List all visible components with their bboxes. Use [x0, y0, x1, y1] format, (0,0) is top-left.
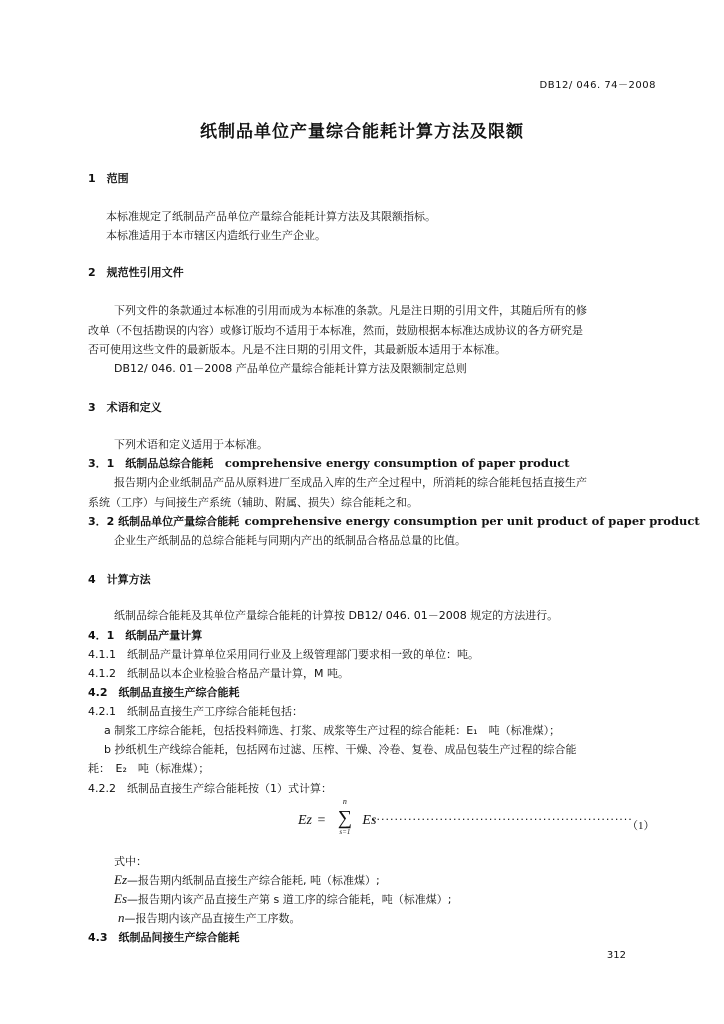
definition-n-text: —报告期内该产品直接生产工序数。 — [124, 912, 301, 925]
definition-es-text: —报告期内该产品直接生产第 s 道工序的综合能耗，吨（标准煤）; — [127, 893, 452, 906]
clause-4-2-1-b: b 抄纸机生产线综合能耗，包括网布过滤、压榨、干燥、冷卷、复卷、成品包装生产过程的综合能 — [104, 743, 577, 756]
section-2-line: 下列文件的条款通过本标准的引用而成为本标准的条款。凡是注日期的引用文件，其随后所有的修 — [114, 304, 587, 317]
term-3-1 — [88, 455, 570, 471]
section-1-line: 本标准适用于本市辖区内造纸行业生产企业。 — [106, 229, 326, 242]
term-3-1-line: 报告期内企业纸制品产品从原料进厂至成品入库的生产全过程中，所消耗的综合能耗包括直接生产 — [114, 476, 587, 489]
sum-upper-limit: n — [342, 797, 347, 806]
clause-4-2-1-a: a 制浆工序综合能耗，包括投料筛选、打浆、成浆等生产过程的综合能耗：E₁ 吨（标准煤）； — [104, 724, 561, 737]
term-3-1-number: 3．1 纸制品总综合能耗 — [88, 457, 214, 470]
equation-number: （1） — [627, 820, 655, 832]
section-4-heading: 4 计算方法 — [88, 573, 151, 586]
section-3-heading: 3 术语和定义 — [88, 401, 162, 414]
page-number: 312 — [606, 950, 626, 961]
section-2-line: 改单（不包括勘误的内容）或修订版均不适用于本标准，然而，鼓励根据本标准达成协议的各方研究是 — [88, 324, 583, 337]
section-2-reference: DB12/ 046. 01－2008 产品单位产量综合能耗计算方法及限额制定总则 — [114, 362, 467, 375]
document-code: DB12/ 046. 74－2008 — [539, 80, 656, 91]
definition-es — [114, 891, 451, 907]
term-3-1-english: comprehensive energy consumption of paper product — [224, 456, 570, 470]
clause-4-1-2: 4.1.2 纸制品以本企业检验合格品产量计算，M 吨。 — [88, 667, 349, 680]
clause-4-3-heading: 4.3 纸制品间接生产综合能耗 — [88, 931, 240, 944]
where-label: 式中： — [114, 855, 147, 868]
clause-4-2-2: 4.2.2 纸制品直接生产综合能耗按（1）式计算： — [88, 782, 332, 795]
section-3-intro: 下列术语和定义适用于本标准。 — [114, 438, 268, 451]
section-4-intro: 纸制品综合能耗及其单位产量综合能耗的计算按 DB12/ 046. 01－2008 规定的方法进行。 — [114, 609, 559, 622]
term-3-1-line: 系统（工序）与间接生产系统（辅助、附属、损失）综合能耗之和。 — [88, 496, 418, 509]
term-3-2 — [88, 513, 700, 529]
page-title: 纸制品单位产量综合能耗计算方法及限额 — [200, 122, 524, 142]
term-3-2-line: 企业生产纸制品的总综合能耗与同期内产出的纸制品合格品总量的比值。 — [114, 534, 466, 547]
clause-4-2-heading: 4.2 纸制品直接生产综合能耗 — [88, 686, 240, 699]
symbol-es: Es — [114, 891, 127, 906]
section-2-line: 否可使用这些文件的最新版本。凡是不注日期的引用文件，其最新版本适用于本标准。 — [88, 343, 506, 356]
formula-equals: = — [317, 813, 326, 828]
sum-lower-limit: s=1 — [339, 828, 351, 836]
definition-n — [118, 910, 301, 926]
formula-leader-dots: ·························································· — [372, 813, 633, 826]
definition-ez — [114, 872, 380, 888]
clause-4-2-1-b-cont: 耗： E₂ 吨（标准煤）； — [88, 762, 210, 775]
definition-ez-text: —报告期内纸制品直接生产综合能耗, 吨（标准煤）; — [127, 874, 380, 887]
clause-4-1-heading: 4．1 纸制品产量计算 — [88, 629, 203, 642]
formula-rhs: Es — [362, 813, 377, 828]
section-2-heading: 2 规范性引用文件 — [88, 266, 184, 279]
section-1-line: 本标准规定了纸制品产品单位产量综合能耗计算方法及其限额指标。 — [106, 210, 436, 223]
formula-lhs: Ez — [298, 813, 312, 828]
sigma-glyph: ∑ — [337, 807, 353, 829]
term-3-2-english: comprehensive energy consumption per unit product of paper product — [244, 514, 700, 528]
clause-4-2-1: 4.2.1 纸制品直接生产工序综合能耗包括： — [88, 705, 303, 718]
formula-1 — [298, 797, 377, 836]
symbol-ez: Ez — [114, 872, 127, 887]
section-1-heading: 1 范围 — [88, 172, 129, 185]
term-3-2-number: 3．2 纸制品单位产量综合能耗 — [88, 515, 240, 528]
symbol-n: n — [118, 910, 125, 925]
clause-4-1-1: 4.1.1 纸制品产量计算单位采用同行业及上级管理部门要求相一致的单位：吨。 — [88, 648, 479, 661]
summation-symbol — [334, 797, 356, 836]
